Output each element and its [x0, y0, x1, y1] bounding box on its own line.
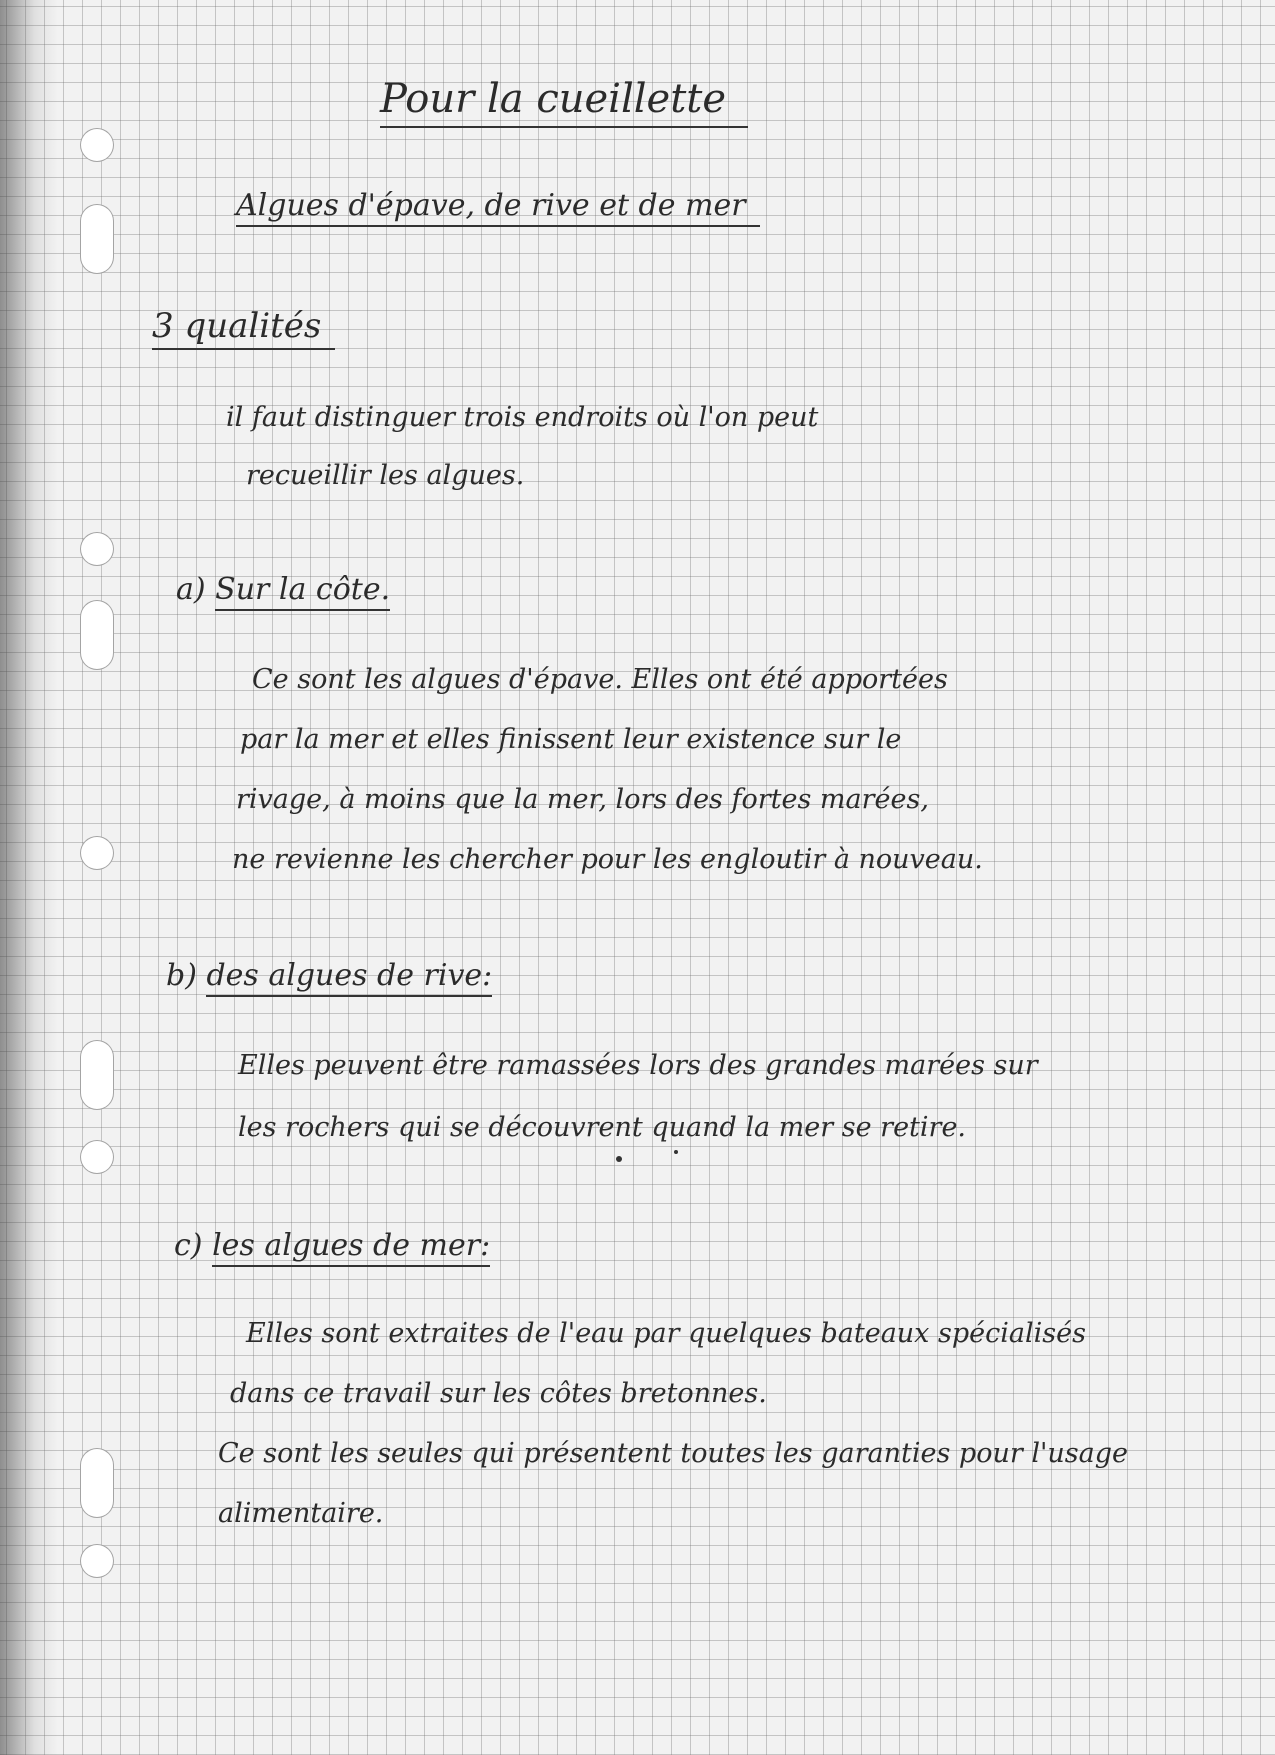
section-heading-a: [176, 572, 390, 607]
body-line: Ce sont les algues d'épave. Elles ont été apportées: [252, 664, 948, 695]
body-line: par la mer et elles finissent leur existence sur le: [240, 724, 902, 755]
ink-dot: [674, 1150, 678, 1154]
punch-hole: [80, 1040, 114, 1110]
intro-line: recueillir les algues.: [246, 460, 525, 491]
body-line: dans ce travail sur les côtes bretonnes.: [230, 1378, 767, 1409]
qualities-heading: 3 qualités: [152, 306, 335, 350]
page-title: Pour la cueillette: [380, 76, 748, 128]
punch-hole: [80, 600, 114, 670]
body-line: alimentaire.: [218, 1498, 384, 1529]
body-line: les rochers qui se découvrent quand la mer se retire.: [238, 1112, 967, 1143]
body-line: Ce sont les seules qui présentent toutes les garanties pour l'usage: [218, 1438, 1128, 1469]
section-heading-b: [166, 958, 492, 993]
punch-hole: [80, 128, 114, 162]
section-letter: c): [174, 1228, 203, 1263]
punch-hole: [80, 1140, 114, 1174]
section-letter: b): [166, 958, 197, 993]
punch-hole: [80, 532, 114, 566]
intro-line: il faut distinguer trois endroits où l'on peut: [226, 402, 819, 433]
section-title: des algues de rive:: [206, 958, 492, 997]
punch-hole: [80, 1448, 114, 1518]
punch-hole: [80, 1544, 114, 1578]
body-line: rivage, à moins que la mer, lors des fortes marées,: [236, 784, 929, 815]
section-title: les algues de mer:: [212, 1228, 490, 1267]
body-line: ne revienne les chercher pour les engloutir à nouveau.: [232, 844, 983, 875]
ink-dot: [616, 1156, 622, 1162]
punch-hole: [80, 204, 114, 274]
section-heading-c: [174, 1228, 490, 1263]
page-subtitle: Algues d'épave, de rive et de mer: [236, 188, 760, 227]
section-title: Sur la côte.: [215, 572, 390, 611]
section-letter: a): [176, 572, 206, 607]
body-line: Elles sont extraites de l'eau par quelques bateaux spécialisés: [246, 1318, 1086, 1349]
punch-hole: [80, 836, 114, 870]
body-line: Elles peuvent être ramassées lors des grandes marées sur: [238, 1050, 1038, 1081]
page-edge-shadow: [0, 0, 58, 1755]
